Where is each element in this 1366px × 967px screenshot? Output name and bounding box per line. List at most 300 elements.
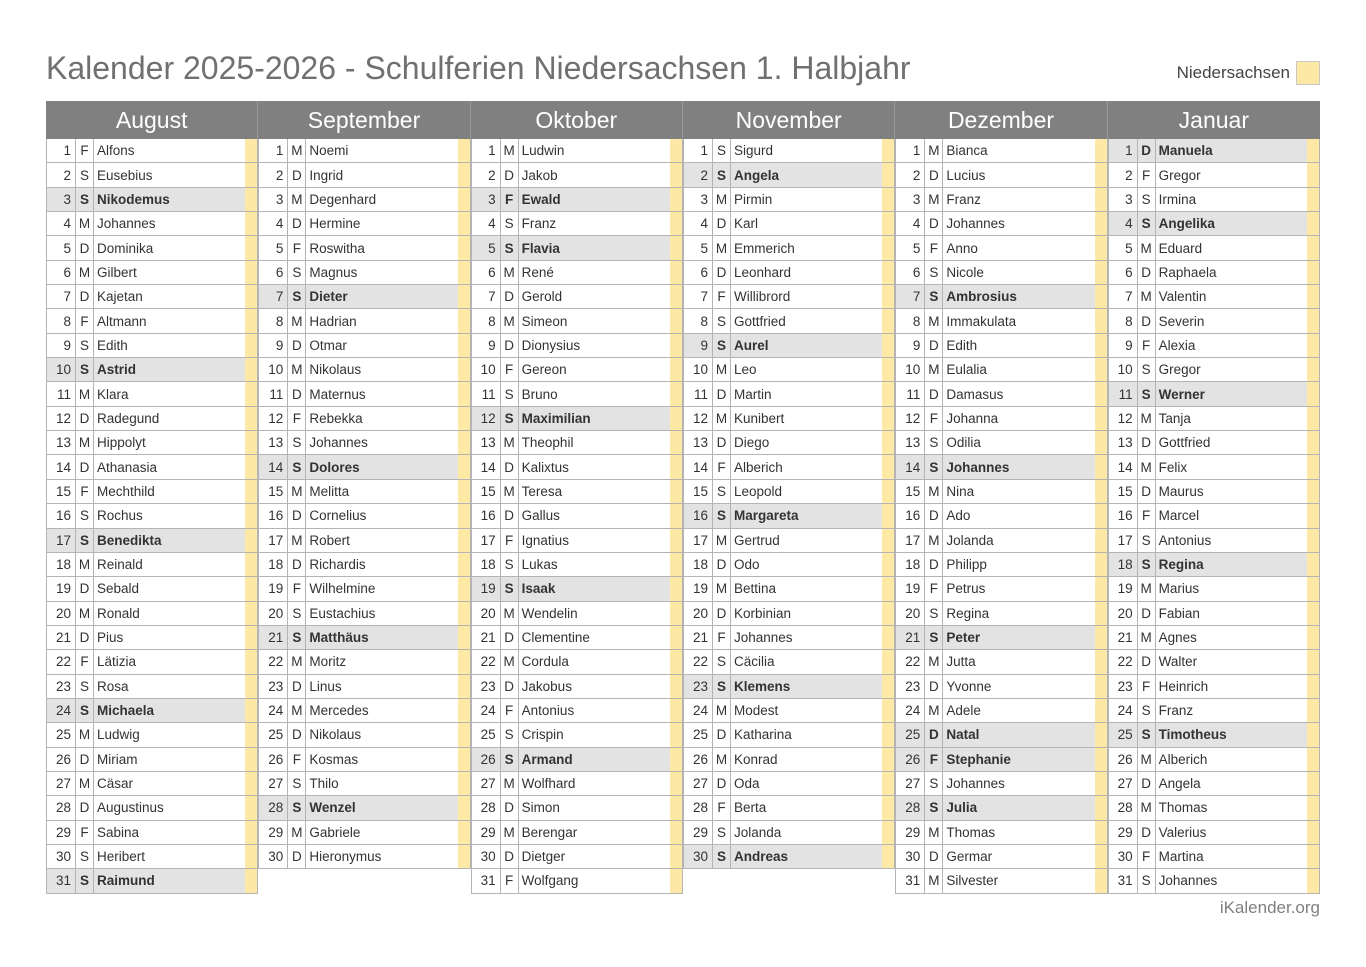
day-number: 10 [1109,358,1138,381]
holiday-marker [1095,431,1107,454]
name-day: Wolfhard [521,776,576,792]
name-day: Dominika [97,240,154,256]
day-row [895,577,1107,601]
holiday-marker [458,626,470,649]
day-number: 12 [472,407,501,430]
holiday-marker [882,553,894,576]
day-number: 10 [684,358,713,381]
day-number: 16 [896,504,925,527]
day-number: 8 [472,309,501,332]
day-number: 18 [896,553,925,576]
holiday-marker [1095,577,1107,600]
name-day: Kosmas [309,751,359,767]
holiday-marker [1095,772,1107,795]
name-day: Hieronymus [309,849,382,865]
day-row [895,821,1107,845]
day-row [471,553,683,577]
name-day: Jutta [946,654,976,670]
day-number: 10 [47,358,76,381]
holiday-marker [882,529,894,552]
day-row [683,236,895,260]
name-day: Martina [1158,849,1204,865]
holiday-marker [1307,869,1319,892]
name-day: Manuela [1158,143,1213,159]
holiday-marker [670,553,682,576]
name-day: Alfons [97,143,135,159]
day-number: 21 [259,626,288,649]
holiday-marker [1307,626,1319,649]
weekday: D [76,236,94,259]
day-number: 28 [259,796,288,819]
day-row [471,261,683,285]
name-day: Ingrid [309,167,344,183]
name-day: Theophil [521,435,574,451]
day-number: 29 [684,821,713,844]
weekday: M [925,821,943,844]
name-day: Johannes [309,435,368,451]
weekday: D [501,285,519,308]
holiday-marker [882,626,894,649]
holiday-marker [670,869,682,892]
holiday-marker [882,504,894,527]
holiday-marker [245,723,257,746]
day-row [895,139,1107,163]
day-number: 4 [259,212,288,235]
holiday-marker [1095,309,1107,332]
day-row [1108,309,1320,333]
weekday: F [1138,334,1156,357]
weekday: M [288,529,306,552]
name-day: Radegund [97,410,160,426]
day-row [1108,407,1320,431]
holiday-marker [670,748,682,771]
name-day: Roswitha [309,240,365,256]
holiday-marker [670,236,682,259]
holiday-marker [1095,334,1107,357]
day-row [895,407,1107,431]
name-day: Angela [1158,776,1201,792]
holiday-marker [882,650,894,673]
weekday: D [1138,139,1156,162]
weekday: S [1138,553,1156,576]
name-day: Rochus [97,508,143,524]
weekday: D [288,723,306,746]
holiday-marker [458,845,470,868]
day-number: 24 [47,699,76,722]
day-row [471,650,683,674]
day-number: 24 [684,699,713,722]
weekday: D [501,504,519,527]
name-day: Miriam [97,751,138,767]
day-number: 4 [684,212,713,235]
day-number: 27 [684,772,713,795]
holiday-marker [670,602,682,625]
name-day: Augustinus [97,800,164,816]
holiday-marker [670,309,682,332]
day-row [895,504,1107,528]
holiday-marker [1095,236,1107,259]
holiday-marker [882,188,894,211]
day-number: 26 [1109,748,1138,771]
holiday-marker [458,650,470,673]
day-number: 23 [47,675,76,698]
day-number: 23 [1109,675,1138,698]
day-number: 12 [684,407,713,430]
name-day: Gregor [1158,362,1201,378]
holiday-marker [882,577,894,600]
day-row [258,504,470,528]
weekday: D [288,163,306,186]
day-number: 25 [1109,723,1138,746]
day-row [895,748,1107,772]
holiday-marker [245,480,257,503]
day-row [1108,334,1320,358]
holiday-marker [1307,188,1319,211]
name-day: Jakob [521,167,558,183]
weekday: F [713,626,731,649]
weekday: M [1138,748,1156,771]
holiday-marker [1307,382,1319,405]
day-number: 25 [472,723,501,746]
day-number: 12 [47,407,76,430]
name-day: Walter [1158,654,1198,670]
name-day: Linus [309,678,342,694]
day-number: 16 [1109,504,1138,527]
day-row [895,626,1107,650]
name-day: Richardis [309,557,366,573]
holiday-marker [1307,309,1319,332]
name-day: Gottfried [1158,435,1211,451]
day-number: 6 [896,261,925,284]
holiday-marker [882,480,894,503]
day-row [46,431,258,455]
name-day: Ewald [521,191,561,207]
day-number: 24 [1109,699,1138,722]
weekday: D [713,723,731,746]
weekday: F [925,577,943,600]
day-row [683,334,895,358]
day-number: 1 [472,139,501,162]
day-row [471,431,683,455]
weekday: S [501,236,519,259]
weekday: M [288,480,306,503]
day-number: 11 [259,382,288,405]
weekday: F [76,480,94,503]
month-column [46,101,258,894]
day-number: 19 [259,577,288,600]
day-number: 10 [472,358,501,381]
name-day: Cäsar [97,776,134,792]
month-column [683,101,895,894]
weekday: M [713,188,731,211]
day-row [895,212,1107,236]
weekday: M [1138,285,1156,308]
name-day: Dieter [309,289,348,305]
name-day: Willibrord [733,289,791,305]
name-day: Kalixtus [521,459,569,475]
weekday: M [925,869,943,892]
name-day: Nikolaus [309,727,362,743]
day-row [1108,358,1320,382]
day-number: 15 [47,480,76,503]
weekday: M [76,553,94,576]
day-number: 22 [47,650,76,673]
day-row [683,504,895,528]
day-row [1108,602,1320,626]
holiday-marker [1307,650,1319,673]
holiday-marker [882,163,894,186]
day-row [46,504,258,528]
weekday: S [925,261,943,284]
day-number: 13 [259,431,288,454]
day-number: 3 [472,188,501,211]
weekday: D [501,455,519,478]
day-number: 24 [472,699,501,722]
name-day: Angela [733,167,779,183]
weekday: S [925,772,943,795]
weekday: S [1138,358,1156,381]
day-number: 2 [47,163,76,186]
day-row [471,675,683,699]
day-row [683,455,895,479]
day-row [683,285,895,309]
name-day: Adele [946,703,981,719]
day-row [895,188,1107,212]
holiday-marker [882,309,894,332]
holiday-marker [458,309,470,332]
day-number: 17 [1109,529,1138,552]
footer-brand: iKalender.org [1219,898,1320,917]
weekday: F [288,748,306,771]
weekday: M [76,431,94,454]
name-day: Diego [733,435,770,451]
day-row [1108,480,1320,504]
weekday: S [1138,699,1156,722]
weekday: S [925,431,943,454]
holiday-marker [458,139,470,162]
day-number: 15 [472,480,501,503]
weekday: M [1138,236,1156,259]
name-day: Natal [946,727,980,743]
name-day: Fabian [1158,605,1200,621]
weekday: S [288,285,306,308]
day-row [46,626,258,650]
day-row [683,139,895,163]
name-day: Yvonne [946,678,992,694]
holiday-marker [458,358,470,381]
day-number: 17 [472,529,501,552]
holiday-marker [670,772,682,795]
holiday-marker [1095,285,1107,308]
holiday-marker [245,748,257,771]
holiday-marker [245,772,257,795]
day-row [683,821,895,845]
name-day: Athanasia [97,459,158,475]
name-day: Lätizia [97,654,137,670]
day-row [1108,772,1320,796]
name-day: Alberich [733,459,783,475]
day-number: 27 [896,772,925,795]
day-row [683,529,895,553]
day-number: 30 [472,845,501,868]
day-row [1108,553,1320,577]
weekday: S [288,602,306,625]
day-row [895,334,1107,358]
holiday-marker [245,529,257,552]
day-number: 16 [259,504,288,527]
holiday-marker [1307,748,1319,771]
holiday-marker [245,626,257,649]
day-row [683,626,895,650]
weekday: S [288,772,306,795]
day-number: 14 [684,455,713,478]
day-number: 26 [684,748,713,771]
day-number: 31 [896,869,925,892]
name-day: Anno [946,240,978,256]
name-day: Cäcilia [733,654,775,670]
weekday: S [1138,723,1156,746]
weekday: F [76,650,94,673]
weekday: S [501,723,519,746]
holiday-marker [670,431,682,454]
day-row [683,553,895,577]
weekday: F [713,285,731,308]
weekday: S [713,334,731,357]
day-row [895,480,1107,504]
day-number: 21 [684,626,713,649]
name-day: Otmar [309,337,347,353]
name-day: Maternus [309,386,366,402]
name-day: Mechthild [97,483,155,499]
holiday-marker [1095,869,1107,892]
holiday-marker [670,407,682,430]
name-day: Gottfried [733,313,786,329]
day-number: 20 [259,602,288,625]
day-number: 8 [47,309,76,332]
holiday-marker [882,285,894,308]
holiday-marker [882,236,894,259]
weekday: M [76,212,94,235]
weekday: F [501,529,519,552]
weekday: D [925,163,943,186]
holiday-marker [1307,480,1319,503]
weekday: M [1138,796,1156,819]
day-number: 14 [259,455,288,478]
name-day: Eustachius [309,605,376,621]
day-number: 14 [47,455,76,478]
name-day: Leo [733,362,757,378]
weekday: D [925,553,943,576]
weekday: S [1138,869,1156,892]
weekday: S [76,699,94,722]
day-row [895,772,1107,796]
weekday: M [288,821,306,844]
holiday-marker [882,407,894,430]
holiday-marker [458,285,470,308]
name-day: Silvester [946,873,999,889]
day-row [683,577,895,601]
day-number: 11 [1109,382,1138,405]
day-row [1108,163,1320,187]
holiday-marker [1307,821,1319,844]
holiday-marker [1095,723,1107,746]
name-day: Jakobus [521,678,572,694]
day-row [471,748,683,772]
day-row [895,723,1107,747]
holiday-marker [245,285,257,308]
day-number: 7 [472,285,501,308]
day-row [258,748,470,772]
day-number: 13 [1109,431,1138,454]
day-row [471,334,683,358]
day-row [895,358,1107,382]
day-row [683,845,895,869]
day-row [1108,188,1320,212]
day-number: 8 [684,309,713,332]
day-number: 20 [472,602,501,625]
holiday-marker [1095,553,1107,576]
day-number: 27 [1109,772,1138,795]
month-header: August [46,101,258,139]
day-number: 30 [684,845,713,868]
day-row [46,796,258,820]
holiday-marker [1095,455,1107,478]
day-number: 28 [47,796,76,819]
day-row [1108,821,1320,845]
holiday-marker [458,723,470,746]
day-row [46,748,258,772]
day-row [683,261,895,285]
weekday: D [1138,602,1156,625]
name-day: Emmerich [733,240,795,256]
day-row [683,675,895,699]
day-row [471,236,683,260]
day-number: 11 [896,382,925,405]
weekday: S [1138,188,1156,211]
day-row [258,699,470,723]
holiday-marker [1095,699,1107,722]
holiday-marker [882,723,894,746]
name-day: Noemi [309,143,349,159]
day-number: 5 [1109,236,1138,259]
weekday: M [925,650,943,673]
day-number: 15 [684,480,713,503]
name-day: Germar [946,849,993,865]
holiday-marker [458,334,470,357]
weekday: F [76,309,94,332]
day-number: 1 [684,139,713,162]
holiday-marker [458,261,470,284]
name-day: Marius [1158,581,1200,597]
weekday: D [925,382,943,405]
name-day: Nicole [946,264,984,280]
weekday: M [925,358,943,381]
day-number: 2 [259,163,288,186]
name-day: Ado [946,508,971,524]
day-number: 23 [472,675,501,698]
holiday-marker [458,529,470,552]
weekday: S [713,650,731,673]
name-day: Johannes [1158,873,1218,889]
weekday: S [501,748,519,771]
name-day: Ludwin [521,143,565,159]
weekday: S [925,796,943,819]
holiday-marker [670,212,682,235]
day-row [683,382,895,406]
weekday: M [76,772,94,795]
weekday: S [76,188,94,211]
day-row [471,869,683,893]
